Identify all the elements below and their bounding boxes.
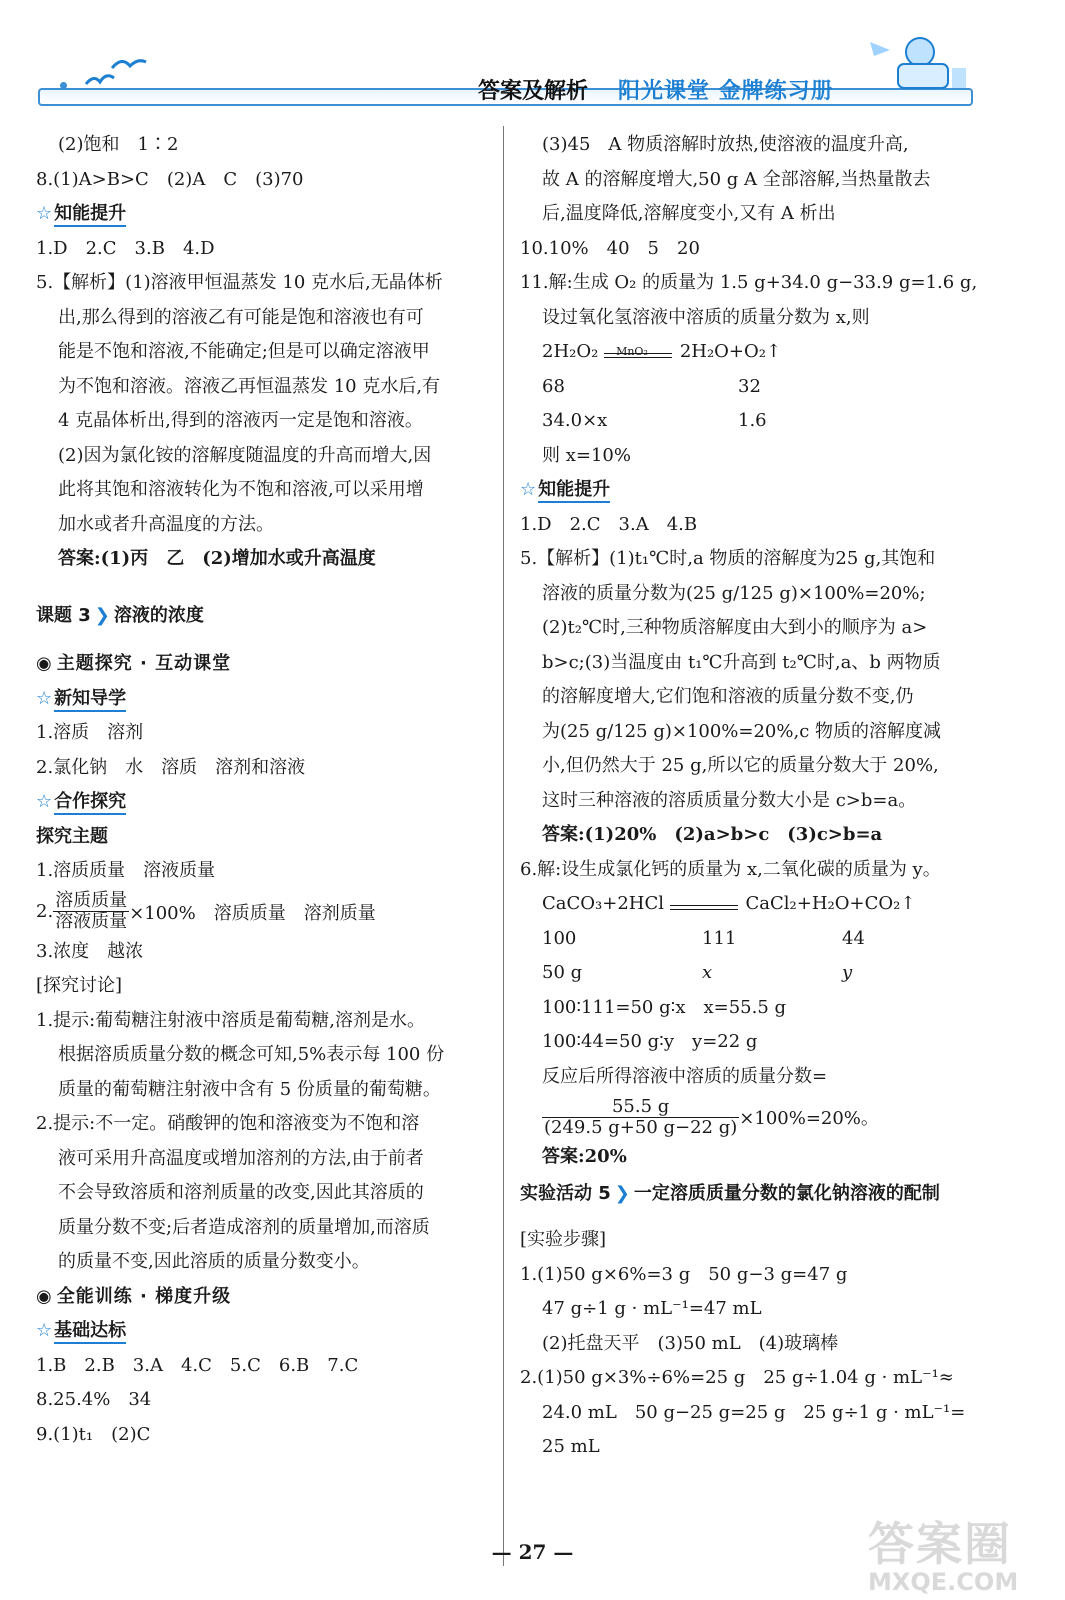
page-header <box>0 0 1065 120</box>
text-line: 则 x=10% <box>542 444 631 466</box>
star-icon: ☆ <box>520 479 537 500</box>
text-line: 加水或者升高温度的方法。 <box>58 513 274 535</box>
text-line: 47 g÷1 g · mL⁻¹=47 mL <box>542 1298 762 1319</box>
chemical-equation: 2H₂O₂ MnO₂ 2H₂O+O₂↑ <box>542 341 782 362</box>
column-divider <box>503 126 504 1566</box>
text-line: 能是不饱和溶液,不能确定;但是可以确定溶液甲 <box>58 341 430 362</box>
subheading: [实验步骤] <box>520 1229 607 1250</box>
experiment-heading: 实验活动 5 ❯ 一定溶质质量分数的氯化钠溶液的配制 <box>520 1182 940 1204</box>
chevron-right-icon: ❯ <box>94 604 110 626</box>
subheading: [探究讨论] <box>36 975 123 996</box>
text-line: 质量分数不变;后者造成溶剂的质量增加,而溶质 <box>58 1216 430 1238</box>
text-line: 100∶44=50 g∶y y=22 g <box>542 1031 758 1052</box>
text-line: 后,温度降低,溶解度变小,又有 A 析出 <box>542 203 836 224</box>
text-line: 此将其饱和溶液转化为不饱和溶液,可以采用增 <box>58 479 424 500</box>
answer-line: 答案:20% <box>542 1146 627 1167</box>
text-line: 质量的葡萄糖注射液中含有 5 份质量的葡萄糖。 <box>58 1078 441 1100</box>
text-line: 的溶解度增大,它们饱和溶液的质量分数不变,仍 <box>542 686 914 707</box>
text-line: 1.B 2.B 3.A 4.C 5.C 6.B 7.C <box>36 1354 359 1376</box>
stoich-row: 68 32 <box>542 375 761 397</box>
part-heading: ◉ 全能训练 · 梯度升级 <box>36 1285 232 1307</box>
header-label: 答案及解析 <box>478 79 589 104</box>
section-heading: ☆ 合作探究 <box>36 785 496 820</box>
page-number: — 27 — <box>491 1540 574 1564</box>
star-icon: ☆ <box>36 791 53 812</box>
text-line: 故 A 的溶解度增大,50 g A 全部溶解,当热量散去 <box>542 168 931 190</box>
header-dot <box>60 82 67 89</box>
text-line: 这时三种溶液的溶质质量分数大小是 c>b=a。 <box>542 789 917 811</box>
section-heading: ☆ 知能提升 <box>520 473 990 508</box>
text-line: 出,那么得到的溶液乙有可能是饱和溶液也有可 <box>58 306 424 328</box>
header-brand: 阳光课堂 金牌练习册 <box>618 79 834 104</box>
watermark-logo: 答案圈 MXQE.COM <box>868 1517 1019 1596</box>
lesson-heading: 课题 3 ❯ 溶液的浓度 <box>36 604 204 626</box>
text-line: b>c;(3)当温度由 t₁℃升高到 t₂℃时,a、b 两物质 <box>542 651 941 673</box>
answer-line: 答案:(1)丙 乙 (2)增加水或升高温度 <box>58 548 376 569</box>
text-line: 设过氧化氢溶液中溶质的质量分数为 x,则 <box>542 306 870 328</box>
text-line: 8.25.4% 34 <box>36 1389 152 1410</box>
text-line: (2)因为氯化铵的溶解度随温度的升高而增大,因 <box>58 444 432 466</box>
text-line: (2)t₂℃时,三种物质溶解度由大到小的顺序为 a> <box>542 617 928 638</box>
text-line: 1.溶质 溶剂 <box>36 722 144 743</box>
text-line: 2.提示:不一定。硝酸钾的饱和溶液变为不饱和溶 <box>36 1113 420 1134</box>
text-line: 1.(1)50 g×6%=3 g 50 g−3 g=47 g <box>520 1263 848 1285</box>
section-heading: ☆ 知能提升 <box>36 197 496 232</box>
stoich-row: 100 111 44 <box>542 927 865 949</box>
text-line: 4 克晶体析出,得到的溶液丙一定是饱和溶液。 <box>58 410 423 431</box>
equals-arrow <box>670 893 740 915</box>
text-line: 5.【解析】(1)溶液甲恒温蒸发 10 克水后,无晶体析 <box>36 272 443 293</box>
text-line: 根据溶质质量分数的概念可知,5%表示每 100 份 <box>58 1044 445 1065</box>
text-line: 不会导致溶质和溶剂质量的改变,因此其溶质的 <box>58 1182 424 1203</box>
stoich-row: 34.0×x 1.6 <box>542 410 767 431</box>
text-line: (3)45 A 物质溶解时放热,使溶液的温度升高, <box>542 134 909 155</box>
section-heading: ☆ 基础达标 <box>36 1314 496 1349</box>
text-line: 为(25 g/125 g)×100%=20%,c 物质的溶解度减 <box>542 720 942 742</box>
fraction-line: $\frac{55.5 g}{(249.5 g+50 g-22 g)}$ ×100%=20%。 <box>544 1095 879 1138</box>
text-line: 6.解:设生成氯化钙的质量为 x,二氧化碳的质量为 y。 <box>520 858 941 880</box>
text-line: 为不饱和溶液。溶液乙再恒温蒸发 10 克水后,有 <box>58 375 441 397</box>
text-line: 2.(1)50 g×3%÷6%=25 g 25 g÷1.04 g · mL⁻¹≈ <box>520 1367 954 1388</box>
text-line: 1.D 2.C 3.A 4.B <box>520 513 698 535</box>
star-icon: ☆ <box>36 1320 53 1341</box>
answer-line: 答案:(1)20% (2)a>b>c (3)c>b=a <box>542 824 883 845</box>
text-line: 10.10% 40 5 20 <box>520 237 700 259</box>
text-line: 9.(1)t₁ (2)C <box>36 1423 151 1445</box>
left-column <box>36 128 496 1452</box>
text-line: (2)饱和 1∶2 <box>58 134 179 155</box>
fraction: $\frac{55.5 g}{(249.5 g+50 g-22 g)}$ <box>544 1095 738 1138</box>
text-line: 反应后所得溶液中溶质的质量分数= <box>542 1065 828 1087</box>
brand-mascot-icon <box>860 30 970 92</box>
text-line: 25 mL <box>542 1436 600 1457</box>
part-heading: ◉ 主题探究 · 互动课堂 <box>36 653 232 674</box>
stoich-row: 50 g x y <box>542 962 853 983</box>
text-line: 5.【解析】(1)t₁℃时,a 物质的溶解度为25 g,其饱和 <box>520 548 936 569</box>
chemical-equation: CaCO₃+2HCl CaCl₂+H₂O+CO₂↑ <box>542 893 916 914</box>
text-line: 1.溶质质量 溶液质量 <box>36 860 216 881</box>
text-line: 11.解:生成 O₂ 的质量为 1.5 g+34.0 g−33.9 g=1.6 g, <box>520 272 978 293</box>
text-line: 溶液的质量分数为(25 g/125 g)×100%=20%; <box>542 582 926 604</box>
globe-icon: ◉ <box>36 653 53 674</box>
text-line: 1.提示:葡萄糖注射液中溶质是葡萄糖,溶剂是水。 <box>36 1009 425 1031</box>
fraction-line: 2. $\frac{\text{溶质质量}}{\text{溶液质量}}$ ×100% 溶质质量 溶剂质量 <box>36 890 376 932</box>
text-line: 小,但仍然大于 25 g,所以它的质量分数大于 20%, <box>542 755 939 776</box>
text-line: 1.D 2.C 3.B 4.D <box>36 237 215 259</box>
star-icon: ☆ <box>36 687 53 709</box>
text-line: 的质量不变,因此溶质的质量分数变小。 <box>58 1251 370 1272</box>
text-line: 3.浓度 越浓 <box>36 940 144 962</box>
text-line: 8.(1)A>B>C (2)A C (3)70 <box>36 168 304 190</box>
chevron-right-icon: ❯ <box>614 1182 630 1204</box>
text-line: 2.氯化钠 水 溶质 溶剂和溶液 <box>36 756 306 778</box>
text-line: 24.0 mL 50 g−25 g=25 g 25 g÷1 g · mL⁻¹= <box>542 1401 966 1423</box>
right-column <box>520 128 990 1465</box>
text-line: (2)托盘天平 (3)50 mL (4)玻璃棒 <box>542 1332 839 1354</box>
fraction: $\frac{\text{溶质质量}}{\text{溶液质量}}$ <box>55 890 128 932</box>
star-icon: ☆ <box>36 203 53 224</box>
text-line: 液可采用升高温度或增加溶剂的方法,由于前者 <box>58 1147 424 1169</box>
reaction-arrow: MnO₂ <box>604 341 674 363</box>
globe-icon: ◉ <box>36 1285 53 1307</box>
text-line: 100∶111=50 g∶x x=55.5 g <box>542 996 787 1018</box>
subheading: 探究主题 <box>36 825 108 847</box>
section-heading: ☆ 新知导学 <box>36 682 496 717</box>
